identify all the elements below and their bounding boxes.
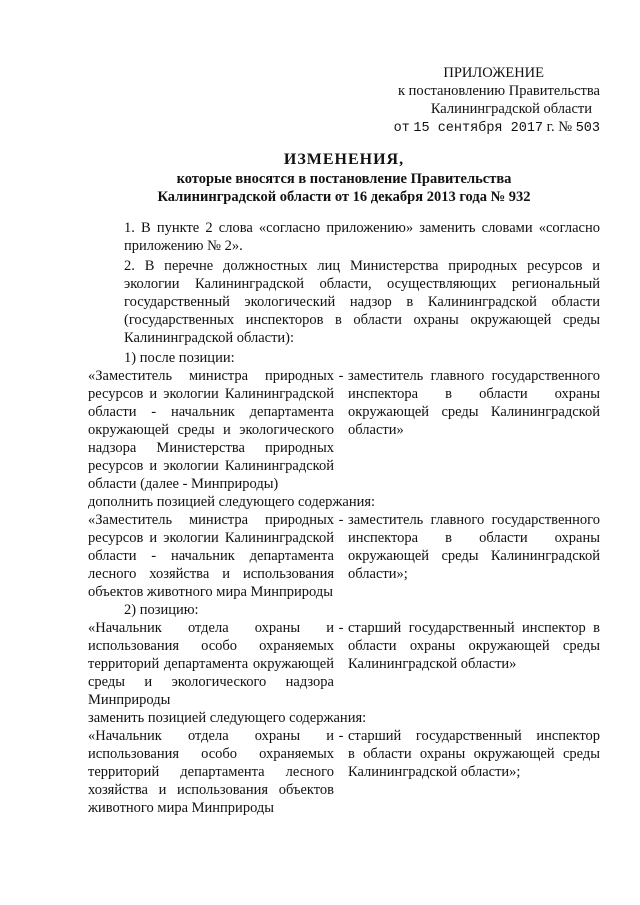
document-body <box>88 219 600 817</box>
pos-1-right-line: инспектора в области охраны <box>348 386 600 402</box>
pos-2-left-line: использования особо охраняемых <box>88 638 334 654</box>
pos-1b-right-line: окружающей среды Калининградской <box>348 548 600 564</box>
sub-2-intro: 2) позицию: <box>124 602 199 618</box>
pos-2b-left-line: «Начальник отдела охраны и <box>88 728 334 744</box>
pos-1b-left-line: объектов животного мира Минприроды <box>88 584 333 600</box>
item-2-line-3: государственный экологический надзор в Калининградской области <box>124 294 600 310</box>
appendix-block <box>360 64 600 138</box>
position-2-dash: - <box>338 620 344 636</box>
pos-1-left-line: области - начальник департамента <box>88 404 334 420</box>
pos-2b-left-line: территорий департамента лесного <box>88 764 334 780</box>
item-2-line-4: (государственных инспекторов в области охраны окружающей среды <box>124 312 600 328</box>
pos-2b-left-line: использования особо охраняемых <box>88 746 334 762</box>
item-2-line-1: 2. В перечне должностных лиц Министерства природных ресурсов и <box>124 258 600 274</box>
pos-1-right-line: окружающей среды Калининградской <box>348 404 600 420</box>
appendix-line-1: к постановлению Правительства <box>398 83 600 99</box>
position-table-2 <box>88 619 600 709</box>
pos-1b-right-line: заместитель главного государственного <box>348 512 600 528</box>
pos-1-left-line: «Заместитель министра природных <box>88 368 334 384</box>
pos-1-left-line: ресурсов и экологии Калининградской <box>88 458 334 474</box>
position-1-left <box>88 367 334 493</box>
pos-2-left-line: Минприроды <box>88 692 171 708</box>
appendix-line-2: Калининградской области <box>430 101 592 117</box>
position-1b-dash: - <box>338 512 344 528</box>
sub-1-after: дополнить позицией следующего содержания: <box>88 494 376 510</box>
item-1-line-2: приложению № 2». <box>124 238 243 254</box>
pos-2-right-line: старший государственный инспектор в <box>348 620 600 636</box>
position-2-left <box>88 619 334 709</box>
item-2-line-2: экологии Калининградской области, осуществляющих региональный <box>124 276 600 292</box>
pos-2b-left-line: животного мира Минприроды <box>88 800 275 816</box>
heading-title: ИЗМЕНЕНИЯ, <box>283 151 405 168</box>
pos-1b-left-line: «Заместитель министра природных <box>88 512 334 528</box>
date-typed: 15 сентября 2017 <box>413 121 544 136</box>
appendix-date <box>360 118 600 138</box>
pos-2b-right-line: старший государственный инспектор <box>348 728 600 744</box>
date-prefix: от <box>393 121 410 136</box>
document-heading <box>88 150 600 206</box>
pos-1-right-line: заместитель главного государственного <box>348 368 600 384</box>
pos-2b-right-line: в области охраны окружающей среды <box>348 746 600 762</box>
pos-2-left-line: среды и экологического надзора <box>88 674 334 690</box>
pos-2-right-line: Калининградской области» <box>348 656 517 672</box>
position-1-right <box>348 367 600 493</box>
position-1b-left <box>88 511 334 601</box>
appendix-title: ПРИЛОЖЕНИЕ <box>443 65 544 81</box>
item-2 <box>88 257 600 347</box>
item-1-line-1: 1. В пункте 2 слова «согласно приложению» заменить словами «согласно <box>124 220 600 236</box>
pos-2-left-line: территорий департамента окружающей <box>88 656 334 672</box>
sub-2-after: заменить позицией следующего содержания: <box>88 710 367 726</box>
pos-2b-right-line: Калининградской области»; <box>348 764 521 780</box>
position-2b-right <box>348 727 600 817</box>
position-1-dash: - <box>338 368 344 384</box>
position-2-right <box>348 619 600 709</box>
pos-2-left-line: «Начальник отдела охраны и <box>88 620 334 636</box>
pos-1b-left-line: области - начальник департамента <box>88 548 334 564</box>
pos-2b-left-line: хозяйства и использования объектов <box>88 782 334 798</box>
position-table-1b <box>88 511 600 601</box>
pos-1-left-line: области (далее - Минприроды) <box>88 476 279 492</box>
position-2b-dash: - <box>338 728 344 744</box>
pos-2-right-line: области охраны окружающей среды <box>348 638 600 654</box>
pos-1-left-line: ресурсов и экологии Калининградской <box>88 386 334 402</box>
position-1b-right <box>348 511 600 601</box>
position-table-1 <box>88 367 600 493</box>
item-1 <box>88 219 600 255</box>
position-2b-left <box>88 727 334 817</box>
pos-1-left-line: надзора Министерства природных <box>88 440 334 456</box>
pos-1-right-line: области» <box>348 422 404 438</box>
number-typed: 503 <box>575 121 600 136</box>
pos-1b-left-line: лесного хозяйства и использования <box>88 566 334 582</box>
heading-sub-2: Калининградской области от 16 декабря 2013 года № 932 <box>157 189 531 205</box>
heading-sub-1: которые вносятся в постановление Правительства <box>176 171 512 187</box>
position-table-2b <box>88 727 600 817</box>
pos-1b-right-line: области»; <box>348 566 408 582</box>
date-mid: г. № <box>546 119 573 135</box>
sub-1-intro: 1) после позиции: <box>124 350 235 366</box>
pos-1b-left-line: ресурсов и экологии Калининградской <box>88 530 334 546</box>
item-2-line-5: Калининградской области): <box>124 330 295 346</box>
pos-1b-right-line: инспектора в области охраны <box>348 530 600 546</box>
pos-1-left-line: окружающей среды и экологического <box>88 422 334 438</box>
